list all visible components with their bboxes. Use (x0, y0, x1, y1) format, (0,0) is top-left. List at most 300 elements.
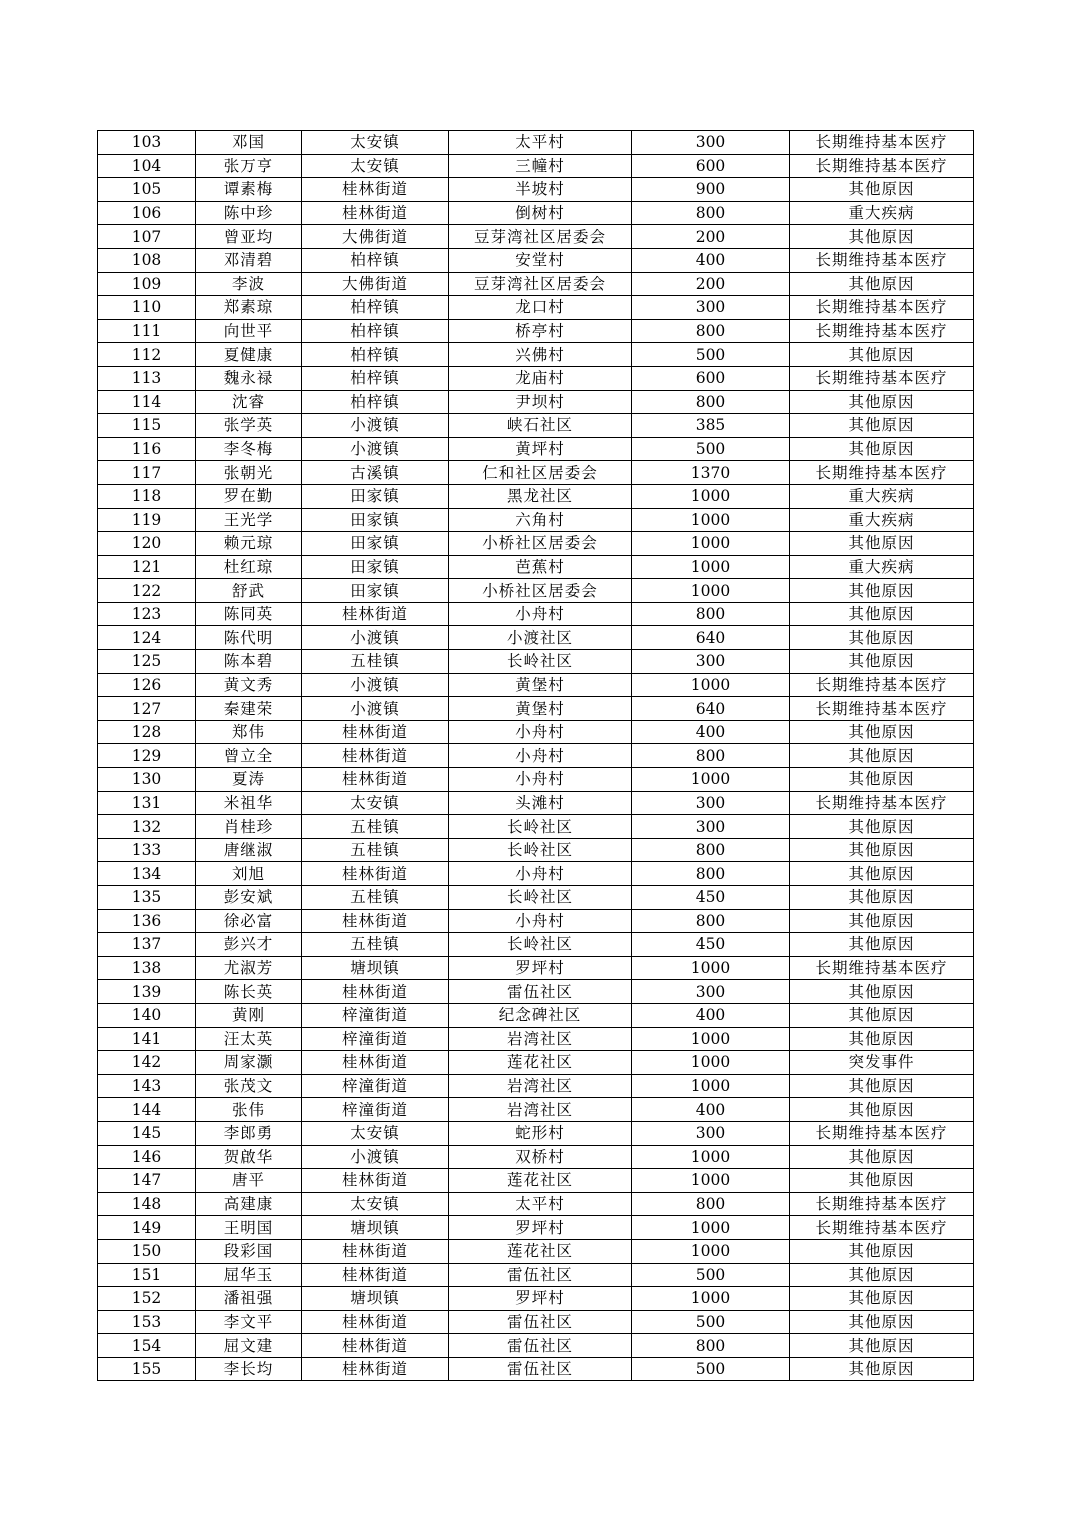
name-cell: 陈同英 (196, 602, 302, 626)
amount-cell: 640 (632, 697, 790, 721)
village-cell: 岩湾社区 (449, 1027, 632, 1051)
table-row (98, 437, 974, 461)
amount-cell: 1000 (632, 956, 790, 980)
reason-cell: 其他原因 (790, 744, 974, 768)
amount-cell: 500 (632, 1357, 790, 1381)
table-row (98, 225, 974, 249)
village-cell: 雷伍社区 (449, 1263, 632, 1287)
reason-cell: 其他原因 (790, 1003, 974, 1027)
table-row (98, 1074, 974, 1098)
table-row (98, 390, 974, 414)
row-number-cell: 105 (98, 178, 196, 202)
town-cell: 古溪镇 (302, 461, 449, 485)
village-cell: 小渡社区 (449, 626, 632, 650)
village-cell: 黄坪村 (449, 437, 632, 461)
reason-cell: 其他原因 (790, 579, 974, 603)
village-cell: 仁和社区居委会 (449, 461, 632, 485)
amount-cell: 300 (632, 980, 790, 1004)
name-cell: 周家灏 (196, 1051, 302, 1075)
amount-cell: 500 (632, 1263, 790, 1287)
village-cell: 倒树村 (449, 201, 632, 225)
table-row (98, 1169, 974, 1193)
amount-cell: 600 (632, 154, 790, 178)
row-number-cell: 113 (98, 366, 196, 390)
reason-cell: 长期维持基本医疗 (790, 791, 974, 815)
table-row (98, 319, 974, 343)
town-cell: 桂林街道 (302, 1051, 449, 1075)
reason-cell: 其他原因 (790, 1169, 974, 1193)
amount-cell: 800 (632, 909, 790, 933)
name-cell: 曾亚均 (196, 225, 302, 249)
village-cell: 长岭社区 (449, 650, 632, 674)
row-number-cell: 122 (98, 579, 196, 603)
amount-cell: 300 (632, 791, 790, 815)
village-cell: 小舟村 (449, 768, 632, 792)
amount-cell: 1000 (632, 673, 790, 697)
village-cell: 小舟村 (449, 909, 632, 933)
name-cell: 王光学 (196, 508, 302, 532)
village-cell: 黄堡村 (449, 697, 632, 721)
row-number-cell: 107 (98, 225, 196, 249)
name-cell: 彭安斌 (196, 886, 302, 910)
reason-cell: 其他原因 (790, 1287, 974, 1311)
name-cell: 张学英 (196, 414, 302, 438)
table-row (98, 791, 974, 815)
village-cell: 小舟村 (449, 862, 632, 886)
town-cell: 桂林街道 (302, 980, 449, 1004)
table-row (98, 1216, 974, 1240)
table-row (98, 838, 974, 862)
row-number-cell: 144 (98, 1098, 196, 1122)
row-number-cell: 119 (98, 508, 196, 532)
amount-cell: 400 (632, 1003, 790, 1027)
town-cell: 柏梓镇 (302, 319, 449, 343)
row-number-cell: 117 (98, 461, 196, 485)
table-row (98, 673, 974, 697)
table-row (98, 650, 974, 674)
table-row (98, 131, 974, 155)
name-cell: 陈本碧 (196, 650, 302, 674)
table-row (98, 296, 974, 320)
table-row (98, 272, 974, 296)
amount-cell: 900 (632, 178, 790, 202)
town-cell: 田家镇 (302, 532, 449, 556)
village-cell: 黄堡村 (449, 673, 632, 697)
name-cell: 汪太英 (196, 1027, 302, 1051)
reason-cell: 其他原因 (790, 414, 974, 438)
village-cell: 雷伍社区 (449, 1310, 632, 1334)
town-cell: 柏梓镇 (302, 296, 449, 320)
village-cell: 安堂村 (449, 248, 632, 272)
row-number-cell: 147 (98, 1169, 196, 1193)
amount-cell: 200 (632, 225, 790, 249)
town-cell: 五桂镇 (302, 815, 449, 839)
row-number-cell: 149 (98, 1216, 196, 1240)
reason-cell: 其他原因 (790, 886, 974, 910)
name-cell: 李波 (196, 272, 302, 296)
name-cell: 唐继淑 (196, 838, 302, 862)
reason-cell: 其他原因 (790, 532, 974, 556)
amount-cell: 500 (632, 343, 790, 367)
town-cell: 田家镇 (302, 508, 449, 532)
row-number-cell: 123 (98, 602, 196, 626)
town-cell: 桂林街道 (302, 602, 449, 626)
town-cell: 田家镇 (302, 484, 449, 508)
table-row (98, 1287, 974, 1311)
town-cell: 桂林街道 (302, 1169, 449, 1193)
reason-cell: 其他原因 (790, 602, 974, 626)
reason-cell: 其他原因 (790, 862, 974, 886)
name-cell: 贺啟华 (196, 1145, 302, 1169)
name-cell: 魏永禄 (196, 366, 302, 390)
town-cell: 桂林街道 (302, 1263, 449, 1287)
town-cell: 桂林街道 (302, 720, 449, 744)
village-cell: 岩湾社区 (449, 1074, 632, 1098)
table-row (98, 154, 974, 178)
row-number-cell: 151 (98, 1263, 196, 1287)
amount-cell: 1000 (632, 1169, 790, 1193)
name-cell: 陈代明 (196, 626, 302, 650)
village-cell: 蛇形村 (449, 1121, 632, 1145)
name-cell: 向世平 (196, 319, 302, 343)
row-number-cell: 141 (98, 1027, 196, 1051)
amount-cell: 450 (632, 886, 790, 910)
village-cell: 小桥社区居委会 (449, 579, 632, 603)
row-number-cell: 115 (98, 414, 196, 438)
row-number-cell: 133 (98, 838, 196, 862)
reason-cell: 长期维持基本医疗 (790, 956, 974, 980)
town-cell: 塘坝镇 (302, 1216, 449, 1240)
table-row (98, 366, 974, 390)
table-row (98, 626, 974, 650)
row-number-cell: 114 (98, 390, 196, 414)
town-cell: 小渡镇 (302, 437, 449, 461)
name-cell: 赖元琼 (196, 532, 302, 556)
amount-cell: 800 (632, 744, 790, 768)
reason-cell: 长期维持基本医疗 (790, 697, 974, 721)
row-number-cell: 138 (98, 956, 196, 980)
town-cell: 田家镇 (302, 555, 449, 579)
reason-cell: 长期维持基本医疗 (790, 366, 974, 390)
table-row (98, 508, 974, 532)
amount-cell: 800 (632, 838, 790, 862)
amount-cell: 1000 (632, 579, 790, 603)
name-cell: 张万亨 (196, 154, 302, 178)
village-cell: 兴佛村 (449, 343, 632, 367)
table-row (98, 768, 974, 792)
amount-cell: 1000 (632, 508, 790, 532)
village-cell: 太平村 (449, 131, 632, 155)
amount-cell: 1000 (632, 484, 790, 508)
table-row (98, 178, 974, 202)
village-cell: 太平村 (449, 1192, 632, 1216)
town-cell: 小渡镇 (302, 1145, 449, 1169)
row-number-cell: 109 (98, 272, 196, 296)
row-number-cell: 155 (98, 1357, 196, 1381)
amount-cell: 500 (632, 1310, 790, 1334)
amount-cell: 600 (632, 366, 790, 390)
table-row (98, 484, 974, 508)
table-row (98, 414, 974, 438)
village-cell: 双桥村 (449, 1145, 632, 1169)
village-cell: 纪念碑社区 (449, 1003, 632, 1027)
name-cell: 唐平 (196, 1169, 302, 1193)
town-cell: 塘坝镇 (302, 956, 449, 980)
reason-cell: 其他原因 (790, 838, 974, 862)
name-cell: 高建康 (196, 1192, 302, 1216)
row-number-cell: 124 (98, 626, 196, 650)
amount-cell: 800 (632, 1334, 790, 1358)
row-number-cell: 108 (98, 248, 196, 272)
amount-cell: 1000 (632, 768, 790, 792)
town-cell: 太安镇 (302, 1192, 449, 1216)
village-cell: 黑龙社区 (449, 484, 632, 508)
town-cell: 梓潼街道 (302, 1074, 449, 1098)
town-cell: 塘坝镇 (302, 1287, 449, 1311)
amount-cell: 1370 (632, 461, 790, 485)
name-cell: 舒武 (196, 579, 302, 603)
reason-cell: 重大疾病 (790, 555, 974, 579)
reason-cell: 其他原因 (790, 909, 974, 933)
town-cell: 梓潼街道 (302, 1027, 449, 1051)
amount-cell: 800 (632, 390, 790, 414)
name-cell: 谭素梅 (196, 178, 302, 202)
village-cell: 莲花社区 (449, 1169, 632, 1193)
row-number-cell: 106 (98, 201, 196, 225)
town-cell: 大佛街道 (302, 225, 449, 249)
amount-cell: 1000 (632, 1216, 790, 1240)
reason-cell: 其他原因 (790, 1357, 974, 1381)
table-row (98, 933, 974, 957)
table-row (98, 886, 974, 910)
name-cell: 李长均 (196, 1357, 302, 1381)
amount-cell: 500 (632, 437, 790, 461)
reason-cell: 其他原因 (790, 720, 974, 744)
reason-cell: 重大疾病 (790, 201, 974, 225)
town-cell: 柏梓镇 (302, 343, 449, 367)
amount-cell: 800 (632, 319, 790, 343)
row-number-cell: 134 (98, 862, 196, 886)
town-cell: 柏梓镇 (302, 366, 449, 390)
row-number-cell: 125 (98, 650, 196, 674)
row-number-cell: 112 (98, 343, 196, 367)
row-number-cell: 148 (98, 1192, 196, 1216)
village-cell: 小舟村 (449, 744, 632, 768)
village-cell: 小舟村 (449, 720, 632, 744)
name-cell: 张朝光 (196, 461, 302, 485)
reason-cell: 其他原因 (790, 980, 974, 1004)
table-row (98, 1027, 974, 1051)
town-cell: 柏梓镇 (302, 390, 449, 414)
reason-cell: 长期维持基本医疗 (790, 296, 974, 320)
name-cell: 刘旭 (196, 862, 302, 886)
village-cell: 尹坝村 (449, 390, 632, 414)
name-cell: 屈文建 (196, 1334, 302, 1358)
row-number-cell: 127 (98, 697, 196, 721)
town-cell: 桂林街道 (302, 744, 449, 768)
town-cell: 小渡镇 (302, 673, 449, 697)
table-row (98, 532, 974, 556)
town-cell: 桂林街道 (302, 768, 449, 792)
table-row (98, 1051, 974, 1075)
amount-cell: 1000 (632, 1145, 790, 1169)
name-cell: 郑素琼 (196, 296, 302, 320)
village-cell: 罗坪村 (449, 1287, 632, 1311)
name-cell: 杜红琼 (196, 555, 302, 579)
village-cell: 岩湾社区 (449, 1098, 632, 1122)
village-cell: 莲花社区 (449, 1239, 632, 1263)
row-number-cell: 103 (98, 131, 196, 155)
village-cell: 头滩村 (449, 791, 632, 815)
name-cell: 米祖华 (196, 791, 302, 815)
town-cell: 梓潼街道 (302, 1003, 449, 1027)
town-cell: 桂林街道 (302, 201, 449, 225)
reason-cell: 其他原因 (790, 1334, 974, 1358)
town-cell: 太安镇 (302, 154, 449, 178)
town-cell: 田家镇 (302, 579, 449, 603)
table-row (98, 1145, 974, 1169)
town-cell: 桂林街道 (302, 1239, 449, 1263)
village-cell: 六角村 (449, 508, 632, 532)
amount-cell: 300 (632, 650, 790, 674)
name-cell: 肖桂珍 (196, 815, 302, 839)
town-cell: 五桂镇 (302, 838, 449, 862)
name-cell: 沈睿 (196, 390, 302, 414)
reason-cell: 重大疾病 (790, 484, 974, 508)
name-cell: 邓清碧 (196, 248, 302, 272)
row-number-cell: 128 (98, 720, 196, 744)
row-number-cell: 143 (98, 1074, 196, 1098)
table-row (98, 956, 974, 980)
table-row (98, 815, 974, 839)
village-cell: 豆芽湾社区居委会 (449, 225, 632, 249)
row-number-cell: 140 (98, 1003, 196, 1027)
reason-cell: 其他原因 (790, 1098, 974, 1122)
village-cell: 长岭社区 (449, 815, 632, 839)
village-cell: 雷伍社区 (449, 1357, 632, 1381)
reason-cell: 长期维持基本医疗 (790, 673, 974, 697)
village-cell: 龙口村 (449, 296, 632, 320)
table-row (98, 697, 974, 721)
table-row (98, 579, 974, 603)
reason-cell: 重大疾病 (790, 508, 974, 532)
row-number-cell: 153 (98, 1310, 196, 1334)
town-cell: 桂林街道 (302, 1310, 449, 1334)
table-row (98, 980, 974, 1004)
name-cell: 秦建荣 (196, 697, 302, 721)
name-cell: 张伟 (196, 1098, 302, 1122)
amount-cell: 1000 (632, 1074, 790, 1098)
reason-cell: 长期维持基本医疗 (790, 131, 974, 155)
reason-cell: 突发事件 (790, 1051, 974, 1075)
town-cell: 五桂镇 (302, 886, 449, 910)
village-cell: 半坡村 (449, 178, 632, 202)
name-cell: 黄刚 (196, 1003, 302, 1027)
name-cell: 徐必富 (196, 909, 302, 933)
row-number-cell: 131 (98, 791, 196, 815)
town-cell: 桂林街道 (302, 1334, 449, 1358)
reason-cell: 长期维持基本医疗 (790, 319, 974, 343)
table-row (98, 744, 974, 768)
table-row (98, 1334, 974, 1358)
amount-cell: 800 (632, 602, 790, 626)
amount-cell: 800 (632, 862, 790, 886)
reason-cell: 长期维持基本医疗 (790, 461, 974, 485)
amount-cell: 300 (632, 1121, 790, 1145)
table-row (98, 1003, 974, 1027)
name-cell: 段彩国 (196, 1239, 302, 1263)
village-cell: 峡石社区 (449, 414, 632, 438)
town-cell: 大佛街道 (302, 272, 449, 296)
reason-cell: 其他原因 (790, 225, 974, 249)
row-number-cell: 130 (98, 768, 196, 792)
table-row (98, 1192, 974, 1216)
name-cell: 陈中珍 (196, 201, 302, 225)
village-cell: 桥亭村 (449, 319, 632, 343)
row-number-cell: 146 (98, 1145, 196, 1169)
name-cell: 王明国 (196, 1216, 302, 1240)
town-cell: 桂林街道 (302, 909, 449, 933)
amount-cell: 1000 (632, 1239, 790, 1263)
table-row (98, 1239, 974, 1263)
town-cell: 桂林街道 (302, 862, 449, 886)
table-body (98, 131, 974, 1381)
town-cell: 桂林街道 (302, 178, 449, 202)
town-cell: 梓潼街道 (302, 1098, 449, 1122)
table-row (98, 1263, 974, 1287)
table-row (98, 602, 974, 626)
table-row (98, 201, 974, 225)
name-cell: 夏涛 (196, 768, 302, 792)
name-cell: 尤淑芳 (196, 956, 302, 980)
amount-cell: 400 (632, 1098, 790, 1122)
name-cell: 潘祖强 (196, 1287, 302, 1311)
row-number-cell: 152 (98, 1287, 196, 1311)
village-cell: 芭蕉村 (449, 555, 632, 579)
table-row (98, 862, 974, 886)
town-cell: 小渡镇 (302, 414, 449, 438)
row-number-cell: 116 (98, 437, 196, 461)
reason-cell: 长期维持基本医疗 (790, 1216, 974, 1240)
amount-cell: 1000 (632, 1287, 790, 1311)
amount-cell: 200 (632, 272, 790, 296)
town-cell: 桂林街道 (302, 1357, 449, 1381)
reason-cell: 其他原因 (790, 437, 974, 461)
town-cell: 柏梓镇 (302, 248, 449, 272)
village-cell: 雷伍社区 (449, 980, 632, 1004)
town-cell: 太安镇 (302, 791, 449, 815)
village-cell: 小桥社区居委会 (449, 532, 632, 556)
reason-cell: 其他原因 (790, 178, 974, 202)
row-number-cell: 142 (98, 1051, 196, 1075)
reason-cell: 长期维持基本医疗 (790, 1121, 974, 1145)
row-number-cell: 137 (98, 933, 196, 957)
reason-cell: 其他原因 (790, 933, 974, 957)
village-cell: 莲花社区 (449, 1051, 632, 1075)
village-cell: 三幢村 (449, 154, 632, 178)
row-number-cell: 126 (98, 673, 196, 697)
table-row (98, 1310, 974, 1334)
reason-cell: 其他原因 (790, 272, 974, 296)
town-cell: 小渡镇 (302, 697, 449, 721)
village-cell: 长岭社区 (449, 838, 632, 862)
name-cell: 张茂文 (196, 1074, 302, 1098)
assistance-list-table (97, 130, 974, 1381)
town-cell: 太安镇 (302, 131, 449, 155)
name-cell: 邓国 (196, 131, 302, 155)
name-cell: 彭兴才 (196, 933, 302, 957)
town-cell: 五桂镇 (302, 650, 449, 674)
